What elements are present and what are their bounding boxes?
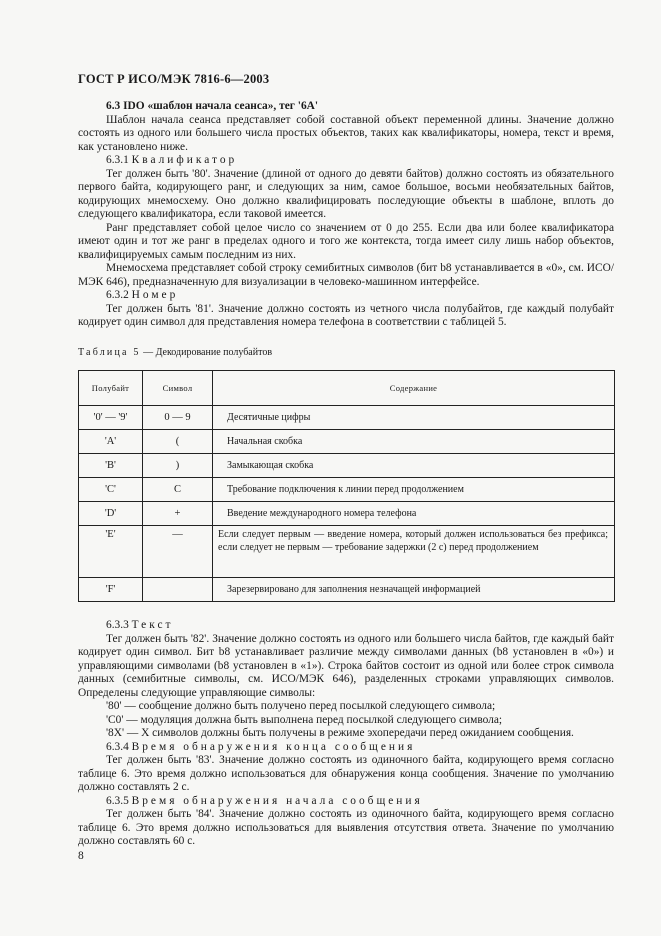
symbol-cell: — bbox=[143, 526, 213, 578]
page-number: 8 bbox=[78, 850, 84, 862]
upper-text bbox=[78, 100, 614, 330]
table-header-row bbox=[79, 371, 615, 406]
table-row bbox=[79, 430, 615, 454]
nibble-cell: 'B' bbox=[79, 454, 143, 478]
nibble-cell: '0' — '9' bbox=[79, 406, 143, 430]
table-5 bbox=[78, 370, 615, 602]
nibble-cell: 'C' bbox=[79, 478, 143, 502]
section-6-3-intro: Шаблон начала сеанса представляет собой составной объект переменной длины. Значение должно состоять из одного или большего числа простых объектов, таких как квалификаторы, номера, текст и время, как установлено ниже. bbox=[78, 113, 614, 153]
control-symbol-c0: 'C0' — модуляция должна быть выполнена перед посылкой следующего символа; bbox=[106, 713, 503, 726]
content-cell: Замыкающая скобка bbox=[213, 454, 615, 478]
section-6-3-5-paragraph: Тег должен быть '84'. Значение должно состоять из одиночного байта, кодирующего время согласно таблице 6. Это время должно использоваться для выявления отсутствия ответа. Значение по умолчанию должно составлять 60 с. bbox=[78, 808, 614, 847]
nibble-cell: 'F' bbox=[79, 578, 143, 602]
symbol-cell: ) bbox=[143, 454, 213, 478]
control-symbol-80: '80' — сообщение должно быть получено перед посылкой следующего символа; bbox=[106, 700, 496, 712]
column-header-nibble: Полубайт bbox=[79, 371, 143, 406]
section-6-3-2-paragraph: Тег должен быть '81'. Значение должно состоять из четного числа полубайтов, где каждый полубайт кодирует один символ для представления номера телефона в соответствии с таблицей 5. bbox=[78, 302, 614, 328]
content-cell: Начальная скобка bbox=[213, 430, 615, 454]
content-cell: Требование подключения к линии перед продолжением bbox=[213, 478, 615, 502]
section-6-3-3-heading: 6.3.3 Текст bbox=[106, 619, 174, 631]
table-row bbox=[79, 578, 615, 602]
symbol-cell: 0 — 9 bbox=[143, 406, 213, 430]
content-cell: Если следует первым — введение номера, который должен использоваться без префикса; если следует не первым — требование задержки (2 с) перед продолжением bbox=[213, 526, 615, 578]
control-symbol-8x: '8X' — X символов должны быть получены в режиме эхопередачи перед ожиданием сообщения. bbox=[106, 727, 574, 739]
lower-text bbox=[78, 619, 614, 849]
section-6-3-1-heading: 6.3.1 Квалификатор bbox=[106, 154, 238, 166]
section-6-3-3-paragraph: Тег должен быть '82'. Значение должно состоять из одного или большего числа байтов, где каждый байт кодирует один символ. Бит b8 устанавливает различие между символами данных (b8 установлен в «0») и управляющими символами (b8 установлен в «1»). Строка байтов состоит из одной или более строк символа данных (семибитные символы, см. ИСО/МЭК 646), разделенных строками управляющих символов. Определены следующие управляющие символы: bbox=[78, 632, 614, 699]
table-row bbox=[79, 526, 615, 578]
symbol-cell: C bbox=[143, 478, 213, 502]
column-header-content: Содержание bbox=[213, 371, 615, 406]
content-cell: Введение международного номера телефона bbox=[213, 502, 615, 526]
table-5-caption: Таблица 5 — Декодирование полубайтов bbox=[78, 347, 273, 358]
table-row bbox=[79, 406, 615, 430]
symbol-cell: + bbox=[143, 502, 213, 526]
content-cell: Зарезервировано для заполнения незначащей информацией bbox=[213, 578, 615, 602]
table-row bbox=[79, 478, 615, 502]
section-6-3-1-paragraph-2: Ранг представляет собой целое число со значением от 0 до 255. Если два или более квалификатора имеют один и тот же ранг в пределах одного и того же контекста, тогда имеет силу лишь набор объектов, квалифицируемых самым последним из них. bbox=[78, 221, 614, 261]
section-6-3-4-heading: 6.3.4 Время обнаружения конца сообщения bbox=[106, 740, 416, 753]
section-6-3-5-heading: 6.3.5 Время обнаружения начала сообщения bbox=[106, 794, 423, 807]
section-6-3-heading: 6.3 IDO «шаблон начала сеанса», тег '6A' bbox=[106, 100, 319, 112]
document-header: ГОСТ Р ИСО/МЭК 7816-6—2003 bbox=[78, 72, 270, 86]
section-6-3-1-paragraph-3: Мнемосхема представляет собой строку семибитных символов (бит b8 устанавливается в «0», см. ИСО/МЭК 646), предназначенную для визуализации в человеко-машинном интерфейсе. bbox=[78, 262, 614, 288]
nibble-cell: 'E' bbox=[79, 526, 143, 578]
table-row bbox=[79, 502, 615, 526]
nibble-cell: 'A' bbox=[79, 430, 143, 454]
section-6-3-1-paragraph-1: Тег должен быть '80'. Значение (длиной от одного до девяти байтов) должно состоять из обязательного первого байта, кодирующего ранг, и следующих за ним, самое большое, восьми необязательных байтов, кодирующих мнемосхему. Оно должно квалифицировать последующие объекты в шаблоне, вплоть до следующего квалификатора, если таковой имеется. bbox=[78, 167, 614, 220]
section-6-3-2-heading: 6.3.2 Номер bbox=[106, 289, 179, 301]
symbol-cell: ( bbox=[143, 430, 213, 454]
column-header-symbol: Символ bbox=[143, 371, 213, 406]
table-row bbox=[79, 454, 615, 478]
symbol-cell bbox=[143, 578, 213, 602]
content-cell: Десятичные цифры bbox=[213, 406, 615, 430]
nibble-cell: 'D' bbox=[79, 502, 143, 526]
section-6-3-4-paragraph: Тег должен быть '83'. Значение должно состоять из одиночного байта, кодирующего время согласно таблице 6. Это время должно использоваться для обнаружения конца сообщения. Значение по умолчанию должно составлять 2 с. bbox=[78, 754, 614, 793]
